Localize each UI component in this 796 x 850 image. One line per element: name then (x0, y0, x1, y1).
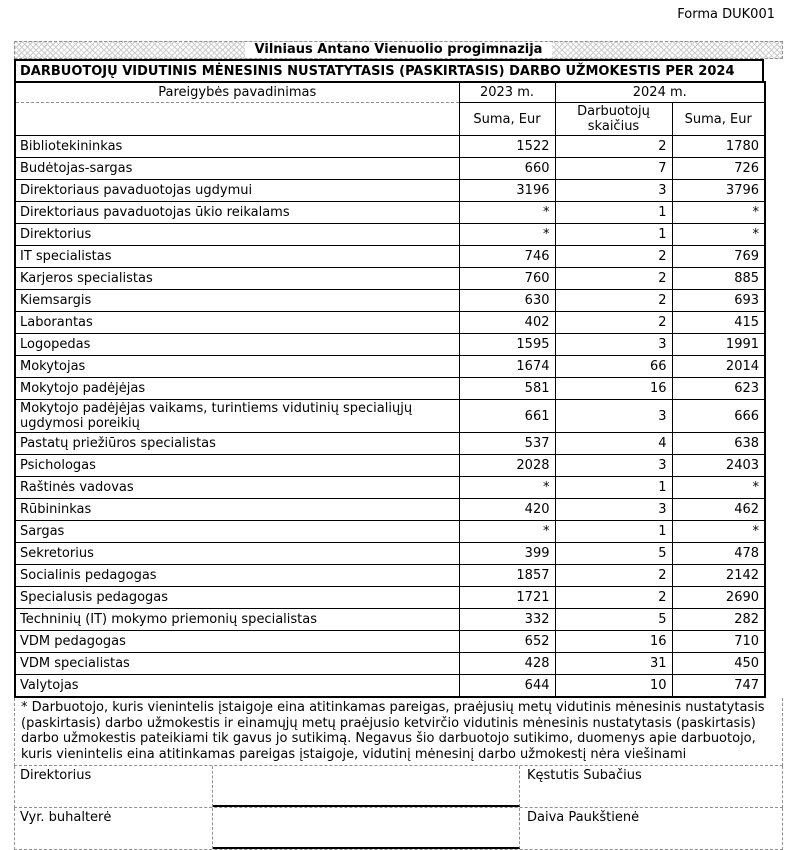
position-cell: Sekretorius (15, 543, 459, 565)
col-subheader-suma-2023: Suma, Eur (459, 103, 555, 136)
suma-2024-cell: 450 (672, 653, 765, 675)
position-cell: Raštinės vadovas (15, 477, 459, 499)
col-header-position: Pareigybės pavadinimas (15, 82, 459, 103)
position-cell: Logopedas (15, 334, 459, 356)
header-row-measures (15, 103, 765, 136)
position-cell: Mokytojo padėjėjas (15, 378, 459, 400)
suma-2023-cell: 1595 (459, 334, 555, 356)
position-cell: VDM pedagogas (15, 631, 459, 653)
table-row (15, 587, 765, 609)
school-title-row (14, 41, 783, 59)
suma-2023-cell: 399 (459, 543, 555, 565)
employee-count-cell: 2 (555, 246, 672, 268)
salary-report-document (14, 41, 783, 850)
position-cell: Karjeros specialistas (15, 268, 459, 290)
table-row (15, 180, 765, 202)
suma-2024-cell: 638 (672, 433, 765, 455)
position-cell: Bibliotekininkas (15, 136, 459, 158)
col-header-2023: 2023 m. (459, 82, 555, 103)
suma-2024-cell: 2403 (672, 455, 765, 477)
suma-2024-cell: 623 (672, 378, 765, 400)
position-cell: Laborantas (15, 312, 459, 334)
suma-2023-cell: 1721 (459, 587, 555, 609)
table-row (15, 543, 765, 565)
suma-2024-cell: 885 (672, 268, 765, 290)
position-cell: Psichologas (15, 455, 459, 477)
table-row (15, 433, 765, 455)
suma-2024-cell: 1991 (672, 334, 765, 356)
table-row (15, 312, 765, 334)
suma-2024-cell: 769 (672, 246, 765, 268)
table-row (15, 400, 765, 433)
table-row (15, 224, 765, 246)
employee-count-cell: 2 (555, 565, 672, 587)
position-cell: Mokytojas (15, 356, 459, 378)
salary-table-body (15, 136, 765, 698)
suma-2023-cell: 428 (459, 653, 555, 675)
signature-role-director: Direktorius (15, 766, 213, 807)
suma-2023-cell: 1857 (459, 565, 555, 587)
employee-count-cell: 7 (555, 158, 672, 180)
employee-count-cell: 3 (555, 334, 672, 356)
salary-table (14, 81, 766, 698)
table-row (15, 653, 765, 675)
table-row (15, 334, 765, 356)
table-row (15, 455, 765, 477)
position-cell: Specialusis pedagogas (15, 587, 459, 609)
suma-2023-cell: 760 (459, 268, 555, 290)
position-cell: Direktorius (15, 224, 459, 246)
suma-2023-cell: 420 (459, 499, 555, 521)
table-row (15, 565, 765, 587)
employee-count-cell: 3 (555, 180, 672, 202)
suma-2023-cell: 746 (459, 246, 555, 268)
suma-2023-cell: 3196 (459, 180, 555, 202)
employee-count-cell: 4 (555, 433, 672, 455)
table-row (15, 631, 765, 653)
salary-table-header (15, 82, 765, 136)
suma-2024-cell: 2014 (672, 356, 765, 378)
employee-count-cell: 2 (555, 290, 672, 312)
employee-count-cell: 1 (555, 521, 672, 543)
signature-line-accountant (213, 808, 520, 849)
suma-2024-cell: * (672, 521, 765, 543)
table-row (15, 290, 765, 312)
suma-2023-cell: * (459, 521, 555, 543)
position-cell: IT specialistas (15, 246, 459, 268)
position-cell: VDM specialistas (15, 653, 459, 675)
col-header-2024: 2024 m. (555, 82, 765, 103)
employee-count-cell: 16 (555, 631, 672, 653)
suma-2024-cell: 3796 (672, 180, 765, 202)
employee-count-cell: 5 (555, 609, 672, 631)
table-row (15, 378, 765, 400)
suma-2024-cell: 2142 (672, 565, 765, 587)
suma-2023-cell: 402 (459, 312, 555, 334)
position-cell: Techninių (IT) mokymo priemonių specialistas (15, 609, 459, 631)
employee-count-cell: 5 (555, 543, 672, 565)
suma-2023-cell: 660 (459, 158, 555, 180)
suma-2024-cell: 478 (672, 543, 765, 565)
position-cell: Mokytojo padėjėjas vaikams, turintiems vidutinių specialiųjų ugdymosi poreikių (15, 400, 459, 433)
signature-line-director (213, 766, 520, 807)
signature-role-accountant: Vyr. buhalterė (15, 808, 213, 849)
suma-2024-cell: 747 (672, 675, 765, 698)
position-cell: Direktoriaus pavaduotojas ūkio reikalams (15, 202, 459, 224)
suma-2023-cell: 1522 (459, 136, 555, 158)
table-row (15, 477, 765, 499)
table-row (15, 675, 765, 698)
suma-2023-cell: * (459, 202, 555, 224)
position-cell: Rūbininkas (15, 499, 459, 521)
employee-count-cell: 2 (555, 268, 672, 290)
table-row (15, 268, 765, 290)
form-code-label: Forma DUK001 (677, 7, 775, 22)
employee-count-cell: 2 (555, 587, 672, 609)
signature-row-accountant (14, 808, 783, 850)
report-title: DARBUOTOJŲ VIDUTINIS MĖNESINIS NUSTATYTASIS (PASKIRTASIS) DARBO UŽMOKESTIS PER 2024 (14, 59, 764, 81)
signature-name-accountant: Daiva Paukštienė (527, 810, 640, 825)
signature-row-director (14, 766, 783, 808)
employee-count-cell: 2 (555, 312, 672, 334)
suma-2023-cell: 652 (459, 631, 555, 653)
table-row (15, 136, 765, 158)
suma-2024-cell: * (672, 202, 765, 224)
table-row (15, 246, 765, 268)
position-cell: Sargas (15, 521, 459, 543)
suma-2024-cell: 710 (672, 631, 765, 653)
suma-2024-cell: 282 (672, 609, 765, 631)
employee-count-cell: 1 (555, 202, 672, 224)
employee-count-cell: 66 (555, 356, 672, 378)
suma-2024-cell: 1780 (672, 136, 765, 158)
suma-2023-cell: * (459, 224, 555, 246)
suma-2023-cell: 630 (459, 290, 555, 312)
employee-count-cell: 1 (555, 477, 672, 499)
col-subheader-employee-count: Darbuotojų skaičius (555, 103, 672, 136)
suma-2024-cell: * (672, 477, 765, 499)
employee-count-cell: 3 (555, 455, 672, 477)
table-row (15, 158, 765, 180)
suma-2023-cell: 1674 (459, 356, 555, 378)
table-row (15, 609, 765, 631)
suma-2024-cell: 415 (672, 312, 765, 334)
employee-count-cell: 10 (555, 675, 672, 698)
employee-count-cell: 3 (555, 400, 672, 433)
suma-2024-cell: 693 (672, 290, 765, 312)
school-title: Vilniaus Antano Vienuolio progimnazija (245, 42, 553, 58)
table-row (15, 521, 765, 543)
table-row (15, 356, 765, 378)
employee-count-cell: 31 (555, 653, 672, 675)
col-subheader-suma-2024: Suma, Eur (672, 103, 765, 136)
employee-count-cell: 3 (555, 499, 672, 521)
position-cell: Kiemsargis (15, 290, 459, 312)
col-subheader-empty (15, 103, 459, 136)
header-row-years (15, 82, 765, 103)
employee-count-cell: 16 (555, 378, 672, 400)
signature-name-director: Kęstutis Subačius (527, 768, 642, 783)
position-cell: Budėtojas-sargas (15, 158, 459, 180)
suma-2024-cell: 726 (672, 158, 765, 180)
suma-2023-cell: 537 (459, 433, 555, 455)
suma-2023-cell: * (459, 477, 555, 499)
position-cell: Socialinis pedagogas (15, 565, 459, 587)
suma-2023-cell: 332 (459, 609, 555, 631)
footnote: * Darbuotojo, kuris vienintelis įstaigoje eina atitinkamas pareigas, praėjusių metų vidutinis mėnesinis nustatytasis (paskirtasis) darbo užmokestis ir einamųjų metų praėjusio ketvirčio vidutinis mėnesinis nustatytasis (paskirtasis) darbo užmokestis pateikiami tik gavus jo sutikimą. Negavus šio darbuotojo sutikimo, duomenys apie darbuotojo, kuris vienintelis eina atitinkamas pareigas įstaigoje, vidutinį mėnesinį darbo užmokestį nėra viešinami (14, 698, 783, 766)
suma-2023-cell: 581 (459, 378, 555, 400)
position-cell: Direktoriaus pavaduotojas ugdymui (15, 180, 459, 202)
position-cell: Pastatų priežiūros specialistas (15, 433, 459, 455)
position-cell: Valytojas (15, 675, 459, 698)
suma-2024-cell: 462 (672, 499, 765, 521)
suma-2023-cell: 2028 (459, 455, 555, 477)
table-row (15, 499, 765, 521)
employee-count-cell: 1 (555, 224, 672, 246)
suma-2024-cell: 666 (672, 400, 765, 433)
suma-2023-cell: 661 (459, 400, 555, 433)
suma-2024-cell: 2690 (672, 587, 765, 609)
employee-count-cell: 2 (555, 136, 672, 158)
suma-2024-cell: * (672, 224, 765, 246)
suma-2023-cell: 644 (459, 675, 555, 698)
table-row (15, 202, 765, 224)
